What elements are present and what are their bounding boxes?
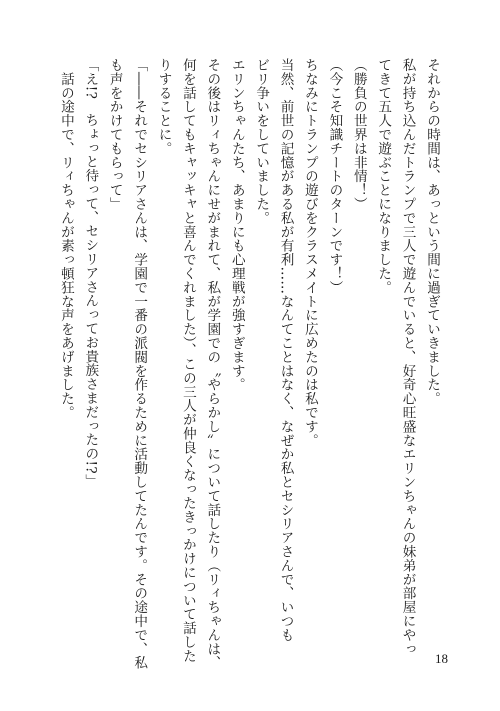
text-line: エリンちゃんたち、あまりにも心理戦が強すぎます。 xyxy=(228,58,245,392)
page-number: 18 xyxy=(435,651,448,666)
text-line: 「――それでセシリアさんは、学園で一番の派閥を作るために活動してたんです。その途中で、私 xyxy=(131,58,148,670)
text-line: ちなみにトランプの遊びをクラスメイトに広めたのは私です。 xyxy=(301,58,318,448)
text-line: 私が持ち込んだトランプで三人で遊んでいると、好奇心旺盛なエリンちゃんの妹弟が部屋にやっ xyxy=(399,58,416,656)
text-line: （今こそ知識チートのターンです！） xyxy=(326,58,343,295)
text-line: 話の途中で、リィちゃんが素っ頓狂な声をあげました。 xyxy=(57,58,74,420)
text-line: も声をかけてもらって」 xyxy=(106,58,123,211)
text-line: 何を話してもキャッキャと喜んでくれました）、この三人が仲良くなったきっかけについて話した xyxy=(179,58,196,663)
text-line: その後はリィちゃんにせがまれて、私が学園での〝やらかし〟について話したり（リィちゃんは、 xyxy=(204,58,221,670)
text-line: 「え!? ちょっと待って、セシリアさんってお貴族さまだったの!?」 xyxy=(82,58,99,488)
text-line: それからの時間は、あっという間に過ぎていきました。 xyxy=(424,58,440,406)
text-line: ビリ争いをしていました。 xyxy=(253,58,270,225)
text-line: てきて五人で遊ぶことになりました。 xyxy=(375,58,392,295)
text-line: 当然、前世の記憶がある私が有利……なんてことはなく、なぜか私とセシリアさんで、いつも xyxy=(277,58,294,642)
text-line: （勝負の世界は非情！） xyxy=(350,58,367,211)
text-line: りすることに。 xyxy=(155,58,172,156)
